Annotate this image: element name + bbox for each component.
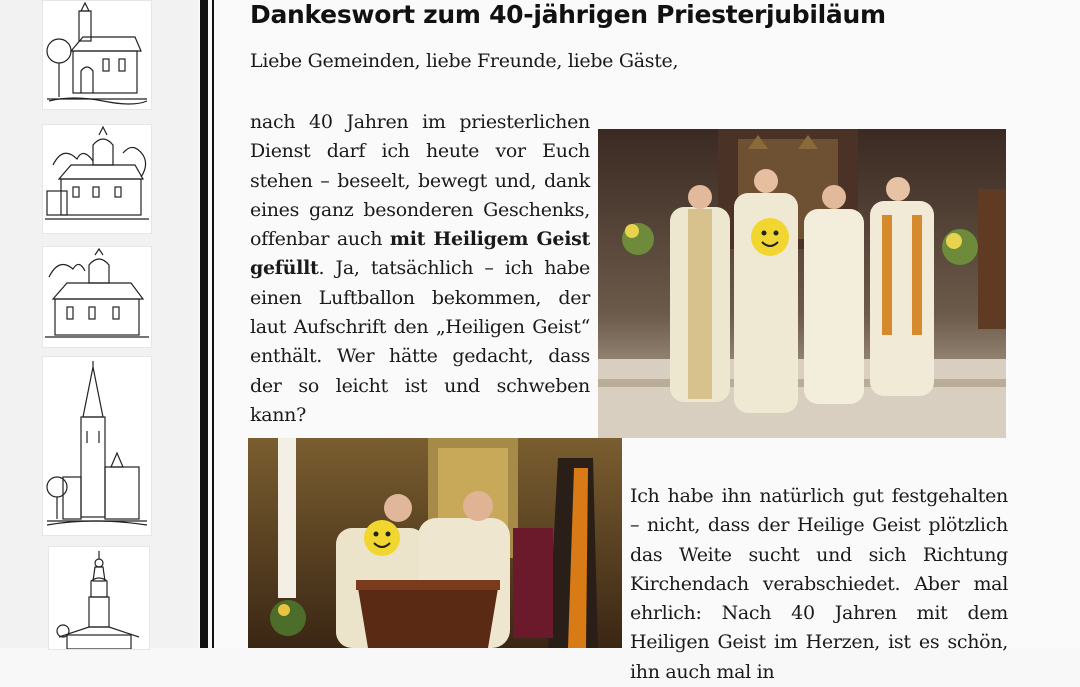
paragraph-1-end: . Ja, tatsächlich – ich habe einen Luftballon bekommen, der laut Aufschrift den „Heiligen Geist“ enthält. Wer hätte gedacht, dass der so leicht ist und schweben kann?	[250, 257, 590, 426]
sidebar	[0, 0, 198, 648]
church-sketch-4-thumbnail[interactable]	[42, 356, 152, 536]
paragraph-1-start: nach 40 Jahren im priesterlichen Dienst darf ich heute vor Euch stehen – beseelt, bewegt und, dank eines ganz besonderen Geschenks, offenbar auch	[250, 111, 590, 251]
sidebar-divider-thick	[200, 0, 208, 648]
photo-priests-at-altar[interactable]	[598, 129, 1006, 438]
church-sketch-2-icon	[43, 125, 151, 233]
paragraph-1	[250, 108, 590, 430]
church-sketch-5-thumbnail[interactable]	[48, 546, 150, 650]
lectern-photo-icon	[248, 438, 622, 648]
church-sketch-2-thumbnail[interactable]	[42, 124, 152, 234]
church-sketch-3-icon	[43, 247, 151, 347]
salutation: Liebe Gemeinden, liebe Freunde, liebe Gäste,	[250, 50, 679, 72]
photo-priests-at-lectern[interactable]	[248, 438, 622, 648]
church-sketch-3-thumbnail[interactable]	[42, 246, 152, 348]
church-sketch-1-icon	[43, 1, 151, 109]
paragraph-1-bold: mit Heiligem Geist gefüllt	[250, 228, 590, 280]
church-sketch-1-thumbnail[interactable]	[42, 0, 152, 110]
article-title: Dankeswort zum 40-jährigen Priesterjubiläum	[250, 0, 886, 29]
church-sketch-4-icon	[43, 357, 151, 535]
paragraph-2: Ich habe ihn natürlich gut festgehalten – nicht, dass der Heilige Geist plötzlich das Weite sucht und sich Richtung Kirchendach verabschiedet. Aber mal ehrlich: Nach 40 Jahren mit dem Heiligen Geist im Herzen, ist es schön, ihn auch mal in	[630, 485, 1008, 683]
church-sketch-5-icon	[49, 547, 149, 649]
four-priests-photo-icon	[598, 129, 1006, 438]
